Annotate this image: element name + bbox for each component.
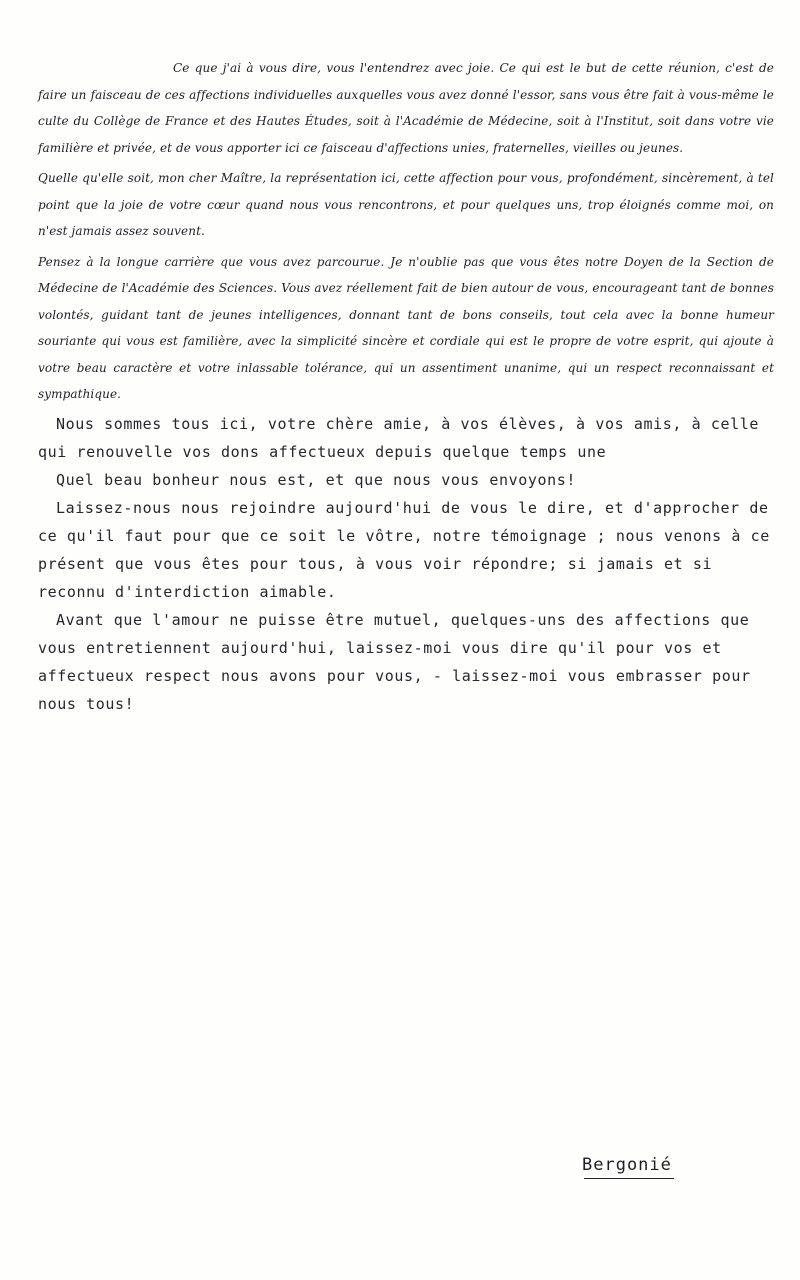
handwritten-paragraph-2: Quel beau bonheur nous est, et que nous vous envoyons! (56, 470, 577, 489)
handwritten-paragraph-1: Nous sommes tous ici, votre chère amie, à vos élèves, à vos amis, à celle qui renouvelle vos dons affectueux depuis quelque temps une (38, 414, 760, 461)
handwritten-paragraph-4: Avant que l'amour ne puisse être mutuel, quelques-uns des affections que vous entretiennent aujourd'hui, laissez-moi vous dire qu'il pour vos et affectueux respect nous avons pour vous, - laissez-moi vous embrasser pour nous tous! (38, 610, 751, 713)
letter-paragraph-2: Quelle qu'elle soit, mon cher Maître, la représentation ici, cette affection pour vous, profondément, sincèrement, à tel point que la joie de votre cœur quand nous vous rencontrons, et pour quelques uns, trop éloignés comme moi, on n'est jamais assez souvent. (38, 171, 774, 238)
signature-underline (584, 1178, 674, 1179)
letter-body (38, 55, 774, 718)
letter-paragraph-1: Ce que j'ai à vous dire, vous l'entendrez avec joie. Ce qui est le but de cette réunion, c'est de faire un faisceau de ces affections individuelles auxquelles vous avez donné l'essor, sans vous être fait à vous-même le culte du Collège de France et des Hautes Études, soit à l'Académie de Médecine, soit à l'Institut, soit dans votre vie familière et privée, et de vous apporter ici ce faisceau d'affections unies, fraternelles, vieilles ou jeunes. (38, 61, 774, 155)
handwritten-paragraph-3: Laissez-nous nous rejoindre aujourd'hui de vous le dire, et d'approcher de ce qu'il faut pour que ce soit le vôtre, notre témoignage ; nous venons à ce présent que vous êtes pour tous, à vous voir répondre; si jamais et si reconnu d'interdiction aimable. (38, 498, 770, 601)
signature: Bergonié (582, 1155, 672, 1175)
letter-paragraph-3: Pensez à la longue carrière que vous avez parcourue. Je n'oublie pas que vous êtes notre Doyen de la Section de Médecine de l'Académie des Sciences. Vous avez réellement fait de bien autour de vous, encourageant tant de bonnes volontés, guidant tant de jeunes intelligences, donnant tant de bons conseils, tout cela avec la bonne humeur souriante qui vous est familière, avec la simplicité sincère et cordiale qui est le propre de votre esprit, qui ajoute à votre beau caractère et votre inlassable tolérance, qui un assentiment unanime, qui un respect reconnaissant et sympathique. (38, 254, 774, 401)
